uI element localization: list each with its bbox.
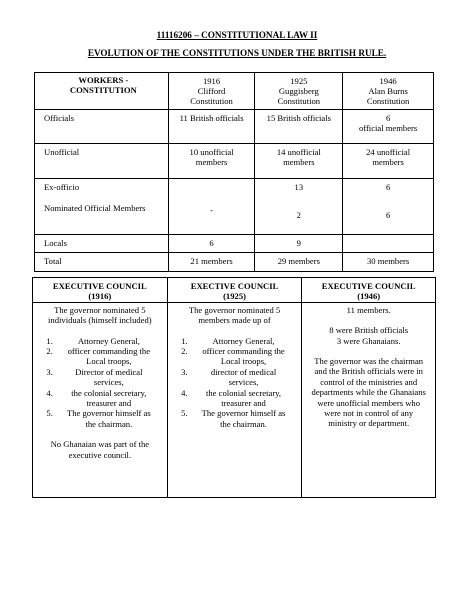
table-cell: 21 members — [168, 253, 255, 272]
body-line: 3 were Ghanaians. — [336, 335, 401, 346]
header-line: EXECUTIVE COUNCIL — [321, 281, 416, 291]
table-cell: 15 British officials — [255, 110, 343, 144]
list-item — [190, 336, 298, 346]
row-label: Officials — [35, 110, 169, 144]
member-list — [37, 336, 163, 430]
executive-council-1916-body — [33, 302, 168, 497]
list-item — [55, 336, 163, 346]
table-cell — [343, 179, 434, 235]
item-line: Attorney General, — [212, 335, 275, 346]
body-line: and the British officials were in — [314, 366, 423, 377]
table-cell — [168, 144, 255, 179]
executive-council-1925-body — [167, 302, 302, 497]
cell-line: official members — [358, 123, 418, 134]
body-line: 8 were British officials — [329, 325, 409, 336]
header-line: EXECTIVE COUNCIL — [190, 281, 279, 291]
cell-line: 6 — [385, 182, 391, 192]
column-year: 1925 — [290, 76, 308, 86]
list-item — [55, 346, 163, 367]
row-label — [35, 179, 169, 235]
note-line: executive council. — [68, 449, 132, 460]
column-label: Constitution — [366, 96, 410, 107]
cell-line: 13 — [294, 182, 304, 192]
row-label-line: Ex-officio — [44, 182, 80, 192]
cell-line: members — [283, 157, 315, 168]
table-cell: 29 members — [255, 253, 343, 272]
cell-line: 6 — [385, 210, 391, 221]
list-item — [55, 388, 163, 409]
executive-council-body-row — [33, 302, 436, 497]
row-label: Unofficial — [35, 144, 169, 179]
intro-line: The governor nominated 5 — [188, 304, 281, 315]
body-line: ministry or department. — [328, 418, 410, 429]
workers-header-cell — [35, 73, 169, 110]
column-label: Constitution — [190, 96, 233, 107]
cell-line: 10 unofficial — [189, 147, 234, 157]
table-header-row — [35, 73, 434, 110]
row-label: Total — [35, 253, 169, 272]
table-cell — [343, 144, 434, 179]
member-list — [172, 336, 298, 430]
workers-header-line2: CONSTITUTION — [69, 85, 137, 96]
header-line: (1916) — [88, 291, 112, 302]
header-line: (1925) — [223, 291, 246, 302]
table-row-unofficial — [35, 144, 434, 179]
page-title: 11116206 – CONSTITUTIONAL LAW II — [156, 30, 318, 40]
column-header-1916 — [168, 73, 255, 110]
table-row-total — [35, 253, 434, 272]
workers-header-line1: WORKERS - — [78, 75, 129, 85]
cell-line: 6 — [385, 113, 391, 123]
item-line: the chairman. — [85, 418, 133, 429]
item-line: services, — [93, 377, 124, 388]
body-line: were not in control of any — [324, 408, 414, 419]
table-cell — [343, 235, 434, 253]
item-line: The governor himself as — [201, 408, 286, 419]
executive-council-1916-header — [33, 278, 168, 303]
page-subtitle: EVOLUTION OF THE CONSTITUTIONS UNDER THE BRITISH RULE. — [87, 48, 387, 58]
column-name: Guggisberg — [278, 86, 319, 97]
cell-line: 2 — [296, 210, 301, 221]
column-name: Alan Burns — [368, 86, 408, 97]
executive-council-table — [32, 277, 436, 498]
item-line: director of medical — [210, 366, 277, 377]
item-line: Director of medical — [75, 366, 143, 377]
body-line: were unofficial members who — [317, 397, 421, 408]
column-header-1925 — [255, 73, 343, 110]
cell-line: 24 unofficial — [366, 147, 411, 157]
table-cell: 30 members — [343, 253, 434, 272]
note-line: No Ghanaian was part of the — [50, 439, 150, 450]
table-cell: 6 — [168, 235, 255, 253]
item-line: treasurer and — [221, 398, 266, 409]
cell-line: members — [372, 157, 404, 168]
intro-line: members made up of — [198, 315, 271, 326]
row-label-line: Nominated Official Members — [44, 203, 146, 214]
column-header-1946 — [343, 73, 434, 110]
item-line: The governor himself as — [66, 408, 151, 419]
item-line: the colonial secretary, — [205, 387, 282, 398]
table-cell — [255, 179, 343, 235]
column-year: 1946 — [379, 76, 397, 86]
body-line: 11 members. — [346, 304, 391, 315]
list-item — [190, 408, 298, 429]
intro-line: The governor nominated 5 — [54, 304, 146, 315]
column-label: Constitution — [277, 96, 321, 107]
cell-line: 14 unofficial — [276, 147, 321, 157]
executive-council-header-row — [33, 278, 436, 303]
list-item — [190, 388, 298, 409]
item-line: Local troops, — [220, 356, 267, 367]
item-line: Local troops, — [86, 356, 132, 367]
table-cell — [255, 144, 343, 179]
item-line: officer commanding the — [202, 346, 285, 357]
item-line: officer commanding the — [67, 346, 151, 357]
table-cell — [343, 110, 434, 144]
row-label: Locals — [35, 235, 169, 253]
header-line: EXECUTIVE COUNCIL — [52, 281, 147, 291]
header-line: (1946) — [357, 291, 381, 302]
table-cell: - — [168, 179, 255, 235]
body-line: control of the ministries and — [320, 376, 418, 387]
list-item — [190, 367, 298, 388]
item-line: treasurer and — [86, 398, 132, 409]
body-line: The governor was the chairman — [314, 356, 424, 367]
list-item — [55, 367, 163, 388]
table-row-exofficio — [35, 179, 434, 235]
item-line: the colonial secretary, — [71, 387, 147, 398]
table-row-locals — [35, 235, 434, 253]
list-item — [190, 346, 298, 367]
column-name: Clifford — [197, 86, 226, 97]
executive-council-1925-header — [167, 278, 302, 303]
constitution-table — [34, 72, 434, 272]
item-line: the chairman. — [220, 418, 267, 429]
table-row-officials — [35, 110, 434, 144]
intro-line: individuals (himself included) — [48, 315, 152, 326]
item-line: Attorney General, — [77, 335, 140, 346]
executive-council-1946-body — [302, 302, 436, 497]
table-cell: 11 British officials — [168, 110, 255, 144]
column-year: 1916 — [202, 76, 221, 86]
executive-council-1946-header — [302, 278, 436, 303]
cell-line: members — [195, 157, 228, 168]
table-cell: 9 — [255, 235, 343, 253]
body-line: departments while the Ghanaians — [311, 387, 426, 398]
item-line: services, — [228, 377, 259, 388]
list-item — [55, 408, 163, 429]
